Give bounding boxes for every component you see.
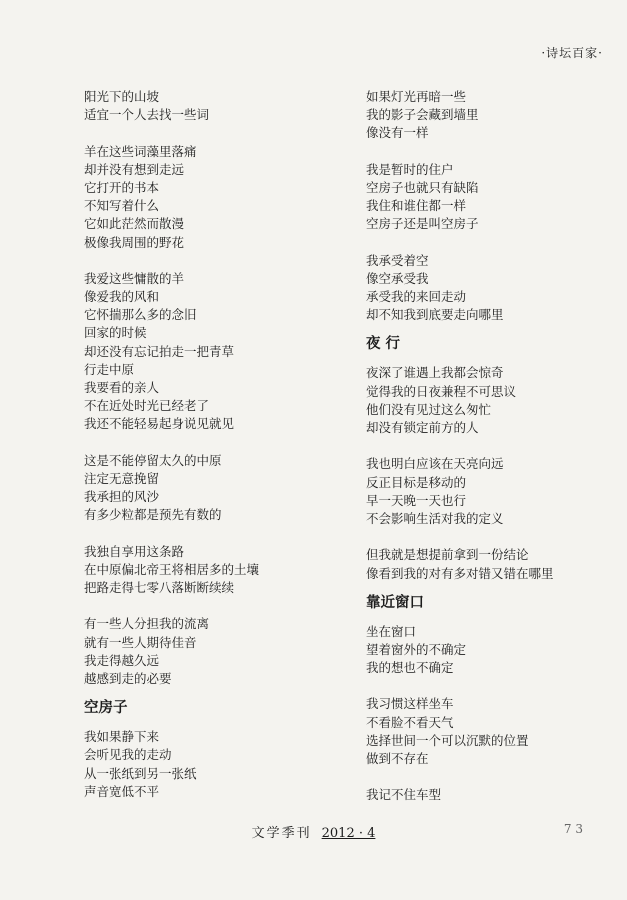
stanza-gap [366, 437, 606, 455]
poem-line: 羊在这些词藻里落痛 [84, 143, 197, 159]
left-column [84, 88, 354, 801]
poem-line: 却还没有忘记拍走一把青草 [84, 343, 235, 359]
poem-line: 它打开的书本 [84, 179, 160, 195]
poem-line: 这是不能停留太久的中原 [84, 452, 222, 468]
poem-line: 行走中原 [84, 361, 135, 377]
stanza-gap [366, 677, 606, 695]
poem-line: 我的影子会藏到墙里 [366, 107, 479, 123]
poem-line: 在中原偏北帝王将相居多的土壤 [84, 561, 260, 577]
poem-line: 声音宽低不平 [84, 783, 160, 799]
poem-line: 我也明白应该在天亮向远 [366, 456, 504, 472]
poem2-continuation [366, 88, 606, 324]
stanza-gap [84, 525, 354, 543]
poem-line: 我承受着空 [366, 252, 429, 268]
poem-line: 承受我的来回走动 [366, 289, 467, 305]
poem-line: 它如此茫然而散漫 [84, 216, 185, 232]
poem-line: 我爱这些慵散的羊 [84, 270, 185, 286]
poem-line: 夜深了谁遇上我都会惊奇 [366, 365, 504, 381]
poem-line: 坐在窗口 [366, 623, 417, 639]
stanza-gap [366, 768, 606, 786]
stanza-gap [84, 252, 354, 270]
page-footer [0, 822, 627, 841]
poem-line: 把路走得七零八落断断续续 [84, 580, 235, 596]
poem-line: 阳光下的山坡 [84, 89, 160, 104]
column-header: ·诗坛百家· [541, 46, 603, 60]
poem-line: 他们没有见过这么匆忙 [366, 401, 492, 417]
poem-title-empty-room: 空房子 [84, 700, 128, 717]
poem-line: 注定无意挽留 [84, 470, 160, 486]
poem-line: 像看到我的对有多对错又错在哪里 [366, 565, 554, 581]
poem-line: 就有一些人期待佳音 [84, 634, 197, 650]
poem4-body [366, 623, 606, 805]
poem-title-night-walk: 夜 行 [366, 336, 401, 353]
poem-line: 我是暂时的住户 [366, 161, 454, 177]
poem-line: 不知写着什么 [84, 198, 160, 214]
stanza-gap [84, 124, 354, 142]
poem-line: 我要看的亲人 [84, 380, 160, 395]
poem-line: 有一些人分担我的流离 [84, 616, 210, 632]
poem2-body [84, 728, 354, 801]
poem1-body [84, 88, 354, 688]
poem-line: 像没有一样 [366, 125, 429, 141]
poem-line: 回家的时候 [84, 325, 147, 341]
poem3-body [366, 364, 606, 582]
poem-line: 空房子也就只有缺陷 [366, 179, 479, 195]
stanza-gap [84, 597, 354, 615]
issue-number: 2012 · 4 [321, 826, 376, 841]
journal-name: 文学季刊 [251, 826, 312, 841]
poem-line: 我走得越久远 [84, 652, 160, 668]
poem-line: 越感到走的必要 [84, 671, 172, 686]
poem-line: 我记不住车型 [366, 787, 442, 803]
poem-line: 有多少粒都是预先有数的 [84, 507, 222, 523]
poem-line: 极像我周围的野花 [84, 234, 185, 250]
poem-title-near-window: 靠近窗口 [366, 594, 424, 611]
poem-line: 却没有锁定前方的人 [366, 420, 479, 435]
poem-line: 我独自享用这条路 [84, 543, 185, 559]
poem-line: 但我就是想提前拿到一份结论 [366, 547, 529, 563]
poem-line: 不会影响生活对我的定义 [366, 510, 504, 526]
poem-line: 却不知我到底要走向哪里 [366, 307, 504, 323]
poem-line: 不在近处时光已经老了 [84, 398, 210, 414]
poem-line: 做到不存在 [366, 751, 429, 766]
poem-line: 空房子还是叫空房子 [366, 216, 479, 232]
poem-line: 我如果静下来 [84, 729, 160, 745]
poem-line: 我习惯这样坐车 [366, 696, 454, 712]
poem-line: 如果灯光再暗一些 [366, 89, 467, 104]
poem-line: 从一张纸到另一张纸 [84, 765, 197, 781]
poem-line: 我还不能轻易起身说见就见 [84, 416, 235, 432]
poem-line: 早一天晚一天也行 [366, 492, 467, 508]
page-number: 7 3 [563, 822, 583, 836]
stanza-gap [366, 528, 606, 546]
stanza-gap [366, 234, 606, 252]
poem-line: 反正目标是移动的 [366, 474, 467, 490]
poem-line: 像爱我的风和 [84, 289, 160, 305]
poem-line: 选择世间一个可以沉默的位置 [366, 732, 529, 748]
poem-line: 望着窗外的不确定 [366, 641, 467, 657]
poem-line: 适宜一个人去找一些词 [84, 107, 210, 123]
poem-line: 我住和谁住都一样 [366, 198, 467, 214]
stanza-gap [366, 143, 606, 161]
poem-line: 我承担的风沙 [84, 489, 160, 505]
poem-line: 却并没有想到走远 [84, 161, 185, 177]
poem-line: 它怀揣那么多的念旧 [84, 307, 197, 323]
poem-line: 不看脸不看天气 [366, 714, 454, 730]
right-column [366, 88, 606, 805]
poem-line: 会听见我的走动 [84, 747, 172, 763]
stanza-gap [84, 434, 354, 452]
poem-line: 我的想也不确定 [366, 660, 454, 676]
poem-line: 觉得我的日夜兼程不可思议 [366, 383, 517, 399]
poem-line: 像空承受我 [366, 270, 429, 286]
